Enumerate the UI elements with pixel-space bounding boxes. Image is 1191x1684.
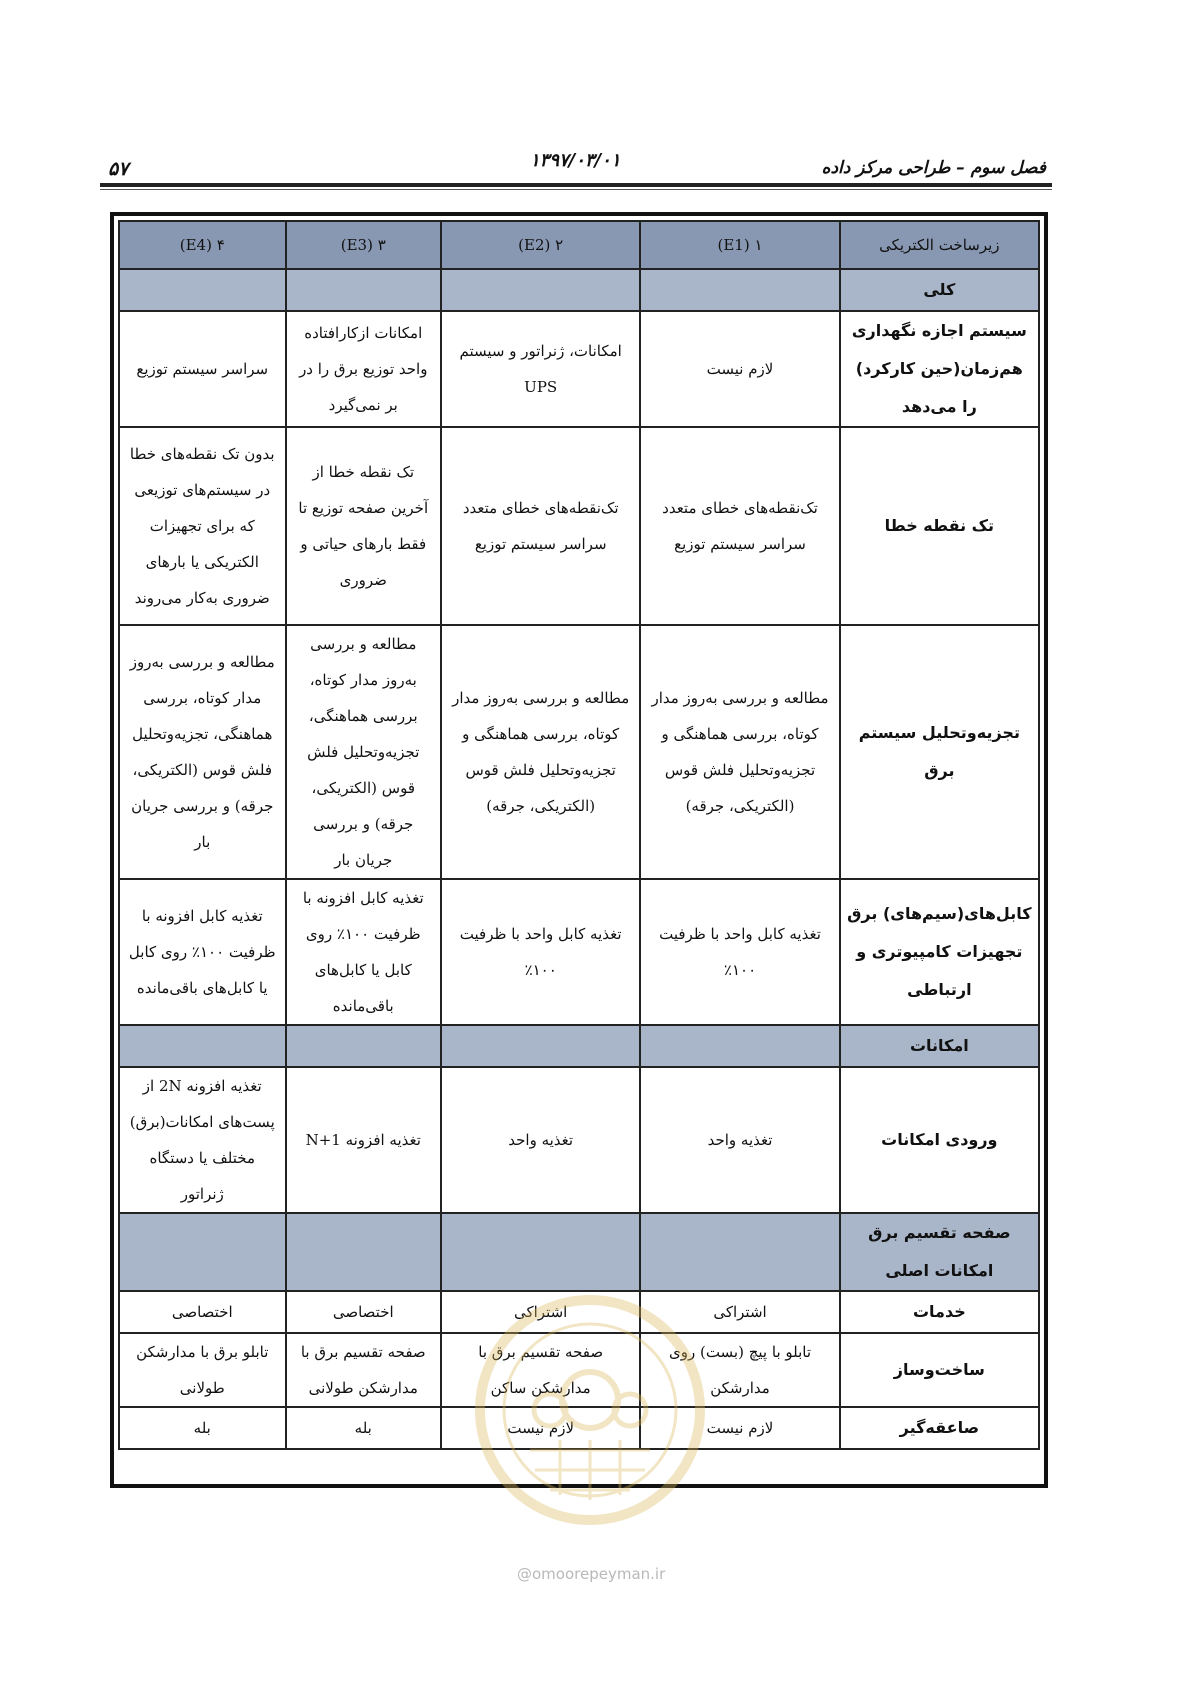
publisher-seal-watermark bbox=[470, 1290, 710, 1530]
table-cell-e4: سراسر سیستم توزیع bbox=[119, 311, 286, 427]
column-header-infrastructure: زیرساخت الکتریکی bbox=[840, 221, 1039, 269]
section-row bbox=[119, 1213, 1039, 1291]
table-cell-e2: امکانات، ژنراتور و سیستم UPS bbox=[441, 311, 640, 427]
table-cell-e4: بدون تک نقطه‌های خطا در سیستم‌های توزیعی که برای تجهیزات الکتریکی یا بارهای ضروری به‌کار می‌روند bbox=[119, 427, 286, 625]
table-cell-e3 bbox=[286, 269, 442, 311]
table-cell-e2: اشتراکی bbox=[441, 1291, 640, 1333]
table-cell-e3: مطالعه و بررسی به‌روز مدار کوتاه، بررسی هماهنگی، تجزیه‌وتحلیل فلش قوس (الکتریکی، جرقه) و بررسی جریان بار bbox=[286, 625, 442, 879]
row-label: خدمات bbox=[840, 1291, 1039, 1333]
row-label: ورودی امکانات bbox=[840, 1067, 1039, 1213]
chapter-title: فصل سوم – طراحی مرکز داده bbox=[821, 158, 1046, 178]
section-label: کلی bbox=[840, 269, 1039, 311]
row-label: تجزیه‌وتحلیل سیستم برق bbox=[840, 625, 1039, 879]
table-cell-e1: تغذیه کابل واحد با ظرفیت ۱۰۰٪ bbox=[640, 879, 839, 1025]
table-cell-e4: مطالعه و بررسی به‌روز مدار کوتاه، بررسی هماهنگی، تجزیه‌وتحلیل فلش قوس (الکتریکی، جرقه) و بررسی جریان بار bbox=[119, 625, 286, 879]
row-label: صاعقه‌گیر bbox=[840, 1407, 1039, 1449]
table-row bbox=[119, 1067, 1039, 1213]
row-label: کابل‌های(سیم‌های) برق تجهیزات کامپیوتری و ارتباطی bbox=[840, 879, 1039, 1025]
table-cell-e2: صفحه تقسیم برق با مدارشکن ساکن bbox=[441, 1333, 640, 1407]
header-rule-thin bbox=[100, 189, 1052, 190]
page-number: ۵۷ bbox=[108, 158, 129, 180]
table-row bbox=[119, 879, 1039, 1025]
electrical-infrastructure-table bbox=[118, 220, 1040, 1450]
table-cell-e3: تغذیه افزونه N+1 bbox=[286, 1067, 442, 1213]
table-cell-e3 bbox=[286, 1213, 442, 1291]
column-header-e3: ۳ (E3) bbox=[286, 221, 442, 269]
table-cell-e1: اشتراکی bbox=[640, 1291, 839, 1333]
row-label: تک نقطه خطا bbox=[840, 427, 1039, 625]
table-cell-e1: تک‌نقطه‌های خطای متعدد سراسر سیستم توزیع bbox=[640, 427, 839, 625]
table-row bbox=[119, 427, 1039, 625]
table-cell-e1: لازم نیست bbox=[640, 311, 839, 427]
table-cell-e1 bbox=[640, 269, 839, 311]
section-row bbox=[119, 1025, 1039, 1067]
row-label: ساخت‌وساز bbox=[840, 1333, 1039, 1407]
table-cell-e4: تابلو برق با مدارشکن طولانی bbox=[119, 1333, 286, 1407]
table-header-row bbox=[119, 221, 1039, 269]
table-cell-e1: تابلو با پیچ (بست) روی مدارشکن bbox=[640, 1333, 839, 1407]
row-label: سیستم اجازه نگهداری هم‌زمان(حین کارکرد) را می‌دهد bbox=[840, 311, 1039, 427]
table-cell-e3 bbox=[286, 1025, 442, 1067]
table-cell-e2: مطالعه و بررسی به‌روز مدار کوتاه، بررسی هماهنگی و تجزیه‌وتحلیل فلش قوس (الکتریکی، جرقه) bbox=[441, 625, 640, 879]
watermark-site-text: @omoorepeyman.ir bbox=[517, 1565, 666, 1583]
table-cell-e3: صفحه تقسیم برق با مدارشکن طولانی bbox=[286, 1333, 442, 1407]
table-cell-e4: بله bbox=[119, 1407, 286, 1449]
table-cell-e4 bbox=[119, 1213, 286, 1291]
section-label: صفحه تقسیم برق امکانات اصلی bbox=[840, 1213, 1039, 1291]
table-cell-e2: تغذیه کابل واحد با ظرفیت ۱۰۰٪ bbox=[441, 879, 640, 1025]
table-cell-e4 bbox=[119, 1025, 286, 1067]
table-cell-e4: تغذیه افزونه 2N از پست‌های امکانات(برق) مختلف یا دستگاه ژنراتور bbox=[119, 1067, 286, 1213]
column-header-e1: ۱ (E1) bbox=[640, 221, 839, 269]
column-header-e4: ۴ (E4) bbox=[119, 221, 286, 269]
table-row bbox=[119, 625, 1039, 879]
table-cell-e3: تغذیه کابل افزونه با ظرفیت ۱۰۰٪ روی کابل یا کابل‌های باقی‌مانده bbox=[286, 879, 442, 1025]
header-rule-thick bbox=[100, 183, 1052, 187]
table-cell-e1: تغذیه واحد bbox=[640, 1067, 839, 1213]
table-cell-e1: مطالعه و بررسی به‌روز مدار کوتاه، بررسی هماهنگی و تجزیه‌وتحلیل فلش قوس (الکتریکی، جرقه) bbox=[640, 625, 839, 879]
column-header-e2: ۲ (E2) bbox=[441, 221, 640, 269]
table-cell-e2 bbox=[441, 269, 640, 311]
table-cell-e2: تک‌نقطه‌های خطای متعدد سراسر سیستم توزیع bbox=[441, 427, 640, 625]
header-date: ۱۳۹۷/۰۳/۰۱ bbox=[530, 150, 621, 171]
table-row bbox=[119, 311, 1039, 427]
table-cell-e3: بله bbox=[286, 1407, 442, 1449]
table-cell-e4 bbox=[119, 269, 286, 311]
table-cell-e2: تغذیه واحد bbox=[441, 1067, 640, 1213]
table-cell-e3: اختصاصی bbox=[286, 1291, 442, 1333]
table-cell-e1 bbox=[640, 1025, 839, 1067]
table-cell-e1: لازم نیست bbox=[640, 1407, 839, 1449]
table-cell-e4: اختصاصی bbox=[119, 1291, 286, 1333]
section-label: امکانات bbox=[840, 1025, 1039, 1067]
table-cell-e3: امکانات ازکارافتاده واحد توزیع برق را در بر نمی‌گیرد bbox=[286, 311, 442, 427]
section-row bbox=[119, 269, 1039, 311]
table-cell-e4: تغذیه کابل افزونه با ظرفیت ۱۰۰٪ روی کابل یا کابل‌های باقی‌مانده bbox=[119, 879, 286, 1025]
table-cell-e2: لازم نیست bbox=[441, 1407, 640, 1449]
table-cell-e1 bbox=[640, 1213, 839, 1291]
table-cell-e3: تک نقطه خطا از آخرین صفحه توزیع تا فقط بارهای حیاتی و ضروری bbox=[286, 427, 442, 625]
table-cell-e2 bbox=[441, 1025, 640, 1067]
table-cell-e2 bbox=[441, 1213, 640, 1291]
